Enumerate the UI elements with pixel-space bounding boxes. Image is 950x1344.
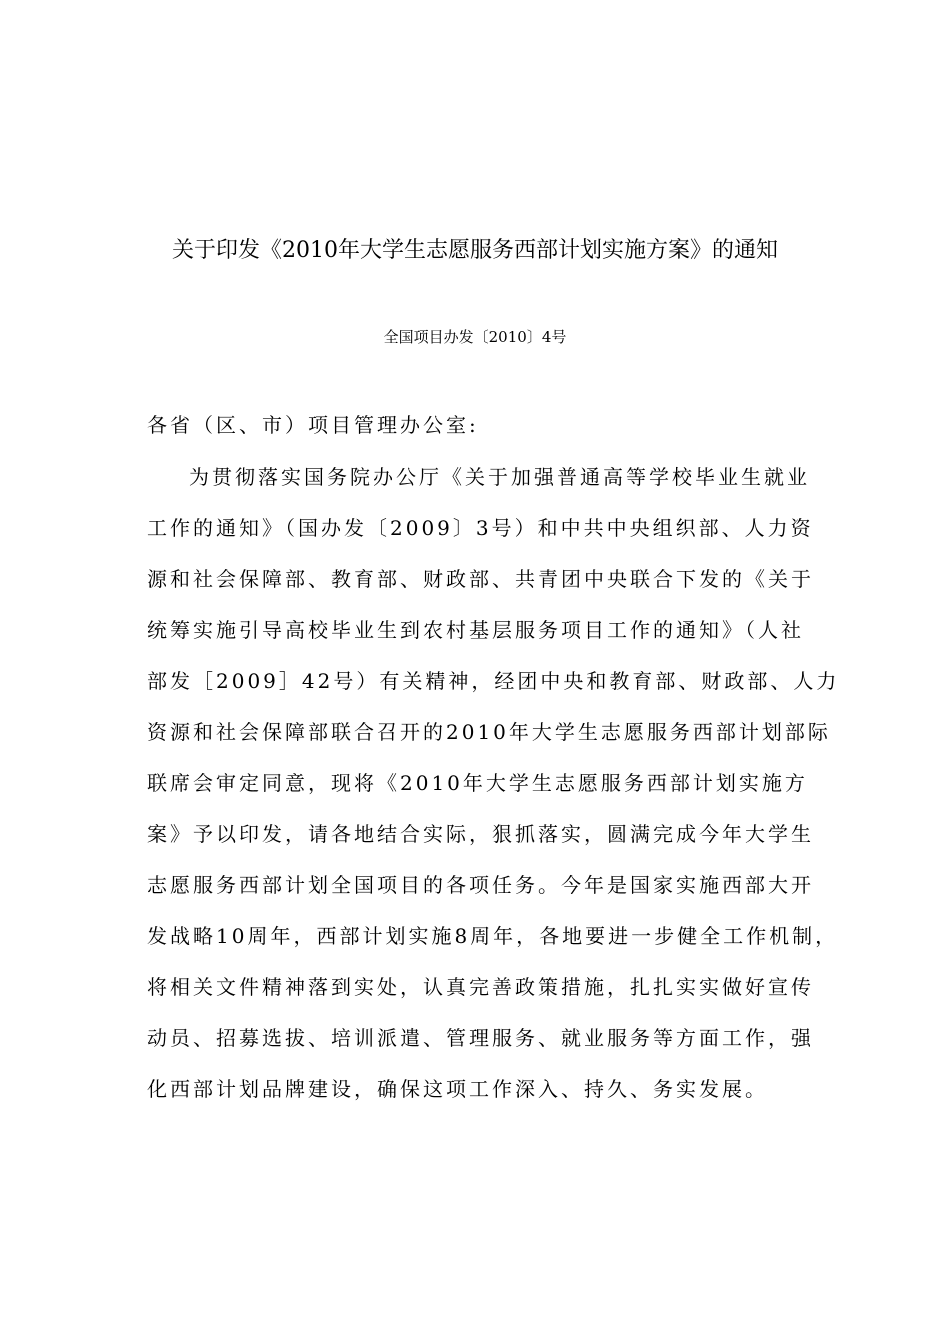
body-line: 发战略10周年，西部计划实施8周年，各地要进一步健全工作机制， — [147, 924, 839, 948]
body-line: 化西部计划品牌建设，确保这项工作深入、持久、务实发展。 — [147, 1077, 768, 1101]
body-line: 志愿服务西部计划全国项目的各项任务。今年是国家实施西部大开 — [147, 873, 814, 897]
body-line: 统筹实施引导高校毕业生到农村基层服务项目工作的通知》（人社 — [147, 618, 804, 642]
body-line: 联席会审定同意，现将《2010年大学生志愿服务西部计划实施方 — [147, 771, 808, 795]
body-line: 源和社会保障部、教育部、财政部、共青团中央联合下发的《关于 — [147, 567, 814, 591]
body-paragraph — [147, 460, 840, 1123]
document-title: 关于印发《2010年大学生志愿服务西部计划实施方案》的通知 — [172, 238, 778, 263]
body-line: 工作的通知》（国办发〔2009〕3号）和中共中央组织部、人力资 — [147, 516, 814, 540]
body-line: 将相关文件精神落到实处，认真完善政策措施，扎扎实实做好宣传 — [147, 975, 814, 999]
body-line: 动员、招募选拔、培训派遣、管理服务、就业服务等方面工作，强 — [147, 1026, 814, 1050]
body-line: 案》予以印发，请各地结合实际，狠抓落实，圆满完成今年大学生 — [147, 822, 814, 846]
document-number: 全国项目办发〔2010〕4号 — [383, 328, 567, 346]
salutation: 各省（区、市）项目管理办公室: — [147, 413, 479, 437]
body-line: 资源和社会保障部联合召开的2010年大学生志愿服务西部计划部际 — [147, 720, 831, 744]
body-line: 为贯彻落实国务院办公厅《关于加强普通高等学校毕业生就业 — [189, 465, 810, 489]
body-line: 部发［2009］42号）有关精神，经团中央和教育部、财政部、人力 — [147, 669, 840, 693]
